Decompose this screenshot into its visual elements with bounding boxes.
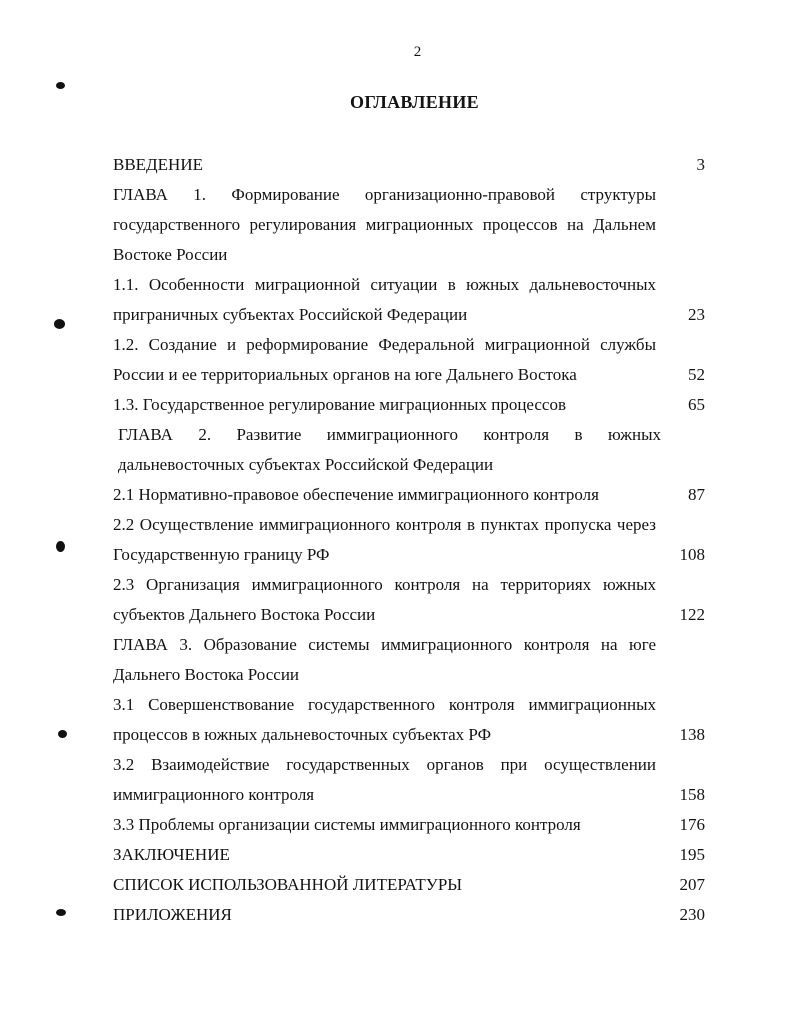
toc-entry-text: ГЛАВА 1. Формирование организационно-правовой структуры государственного регулирования миграционных процессов на Дальнем Востоке России [113,185,656,264]
toc-entry-text: 3.3 Проблемы организации системы иммиграционного контроля [113,815,581,834]
toc-entry[interactable] [113,630,705,690]
toc-entry-text: ГЛАВА 3. Образование системы иммиграционного контроля на юге Дальнего Востока России [113,635,656,684]
toc-entry[interactable] [113,330,705,390]
toc-entry[interactable] [113,900,705,930]
table-of-contents [113,150,705,930]
toc-entry-page: 230 [679,905,705,924]
toc-entry-page: 207 [679,875,705,894]
scan-mark [58,730,67,738]
toc-entry-text: 2.2 Осуществление иммиграционного контроля в пунктах пропуска через Государственную границу РФ [113,515,656,564]
toc-entry-page: 52 [688,365,705,384]
toc-entry[interactable] [113,510,705,570]
toc-entry[interactable] [113,870,705,900]
toc-entry[interactable] [113,150,705,180]
toc-entry[interactable] [113,690,705,750]
toc-entry-text: 2.3 Организация иммиграционного контроля на территориях южных субъектов Дальнего Востока России [113,575,656,624]
toc-entry-text: 1.1. Особенности миграционной ситуации в южных дальневосточных приграничных субъектах Российской Федерации [113,275,656,324]
toc-entry[interactable] [113,270,705,330]
toc-entry-text: СПИСОК ИСПОЛЬЗОВАННОЙ ЛИТЕРАТУРЫ [113,875,463,894]
toc-entry[interactable] [113,840,705,870]
toc-entry-text: 1.3. Государственное регулирование миграционных процессов [113,395,567,414]
toc-entry[interactable] [113,750,705,810]
toc-entry-text: 2.1 Нормативно-правовое обеспечение иммиграционного контроля [113,485,599,504]
toc-entry-text: 3.1 Совершенствование государственного контроля иммиграционных процессов в южных дальневосточных субъектах РФ [113,695,656,744]
toc-entry-text: ВВЕДЕНИЕ [113,155,203,174]
toc-entry-text: 3.2 Взаимодействие государственных органов при осуществлении иммиграционного контроля [113,755,656,804]
scan-mark [54,319,65,329]
scan-mark [56,541,65,552]
toc-entry-page: 138 [679,725,705,744]
scan-mark [56,82,65,89]
scan-mark [56,909,66,916]
toc-entry[interactable] [113,390,705,420]
toc-entry[interactable] [113,570,705,630]
toc-entry-text: ЗАКЛЮЧЕНИЕ [113,845,230,864]
toc-entry-page: 23 [688,305,705,324]
toc-entry-page: 195 [679,845,705,864]
toc-entry[interactable] [113,180,705,270]
toc-entry-page: 87 [688,485,705,504]
toc-entry[interactable] [113,420,705,480]
toc-entry[interactable] [113,480,705,510]
toc-entry-page: 3 [696,155,705,174]
toc-entry-text: ГЛАВА 2. Развитие иммиграционного контроля в южных дальневосточных субъектах Российской Федерации [118,425,661,474]
toc-entry-text: 1.2. Создание и реформирование Федеральной миграционной службы России и ее территориальных органов на юге Дальнего Востока [113,335,656,384]
toc-entry-page: 122 [679,605,705,624]
page-number: 2 [413,44,422,60]
toc-entry[interactable] [113,810,705,840]
toc-entry-page: 65 [688,395,705,414]
toc-entry-page: 108 [679,545,705,564]
toc-entry-page: 176 [679,815,705,834]
page-title: ОГЛАВЛЕНИЕ [350,92,479,112]
toc-entry-text: ПРИЛОЖЕНИЯ [113,905,232,924]
toc-entry-page: 158 [679,785,705,804]
